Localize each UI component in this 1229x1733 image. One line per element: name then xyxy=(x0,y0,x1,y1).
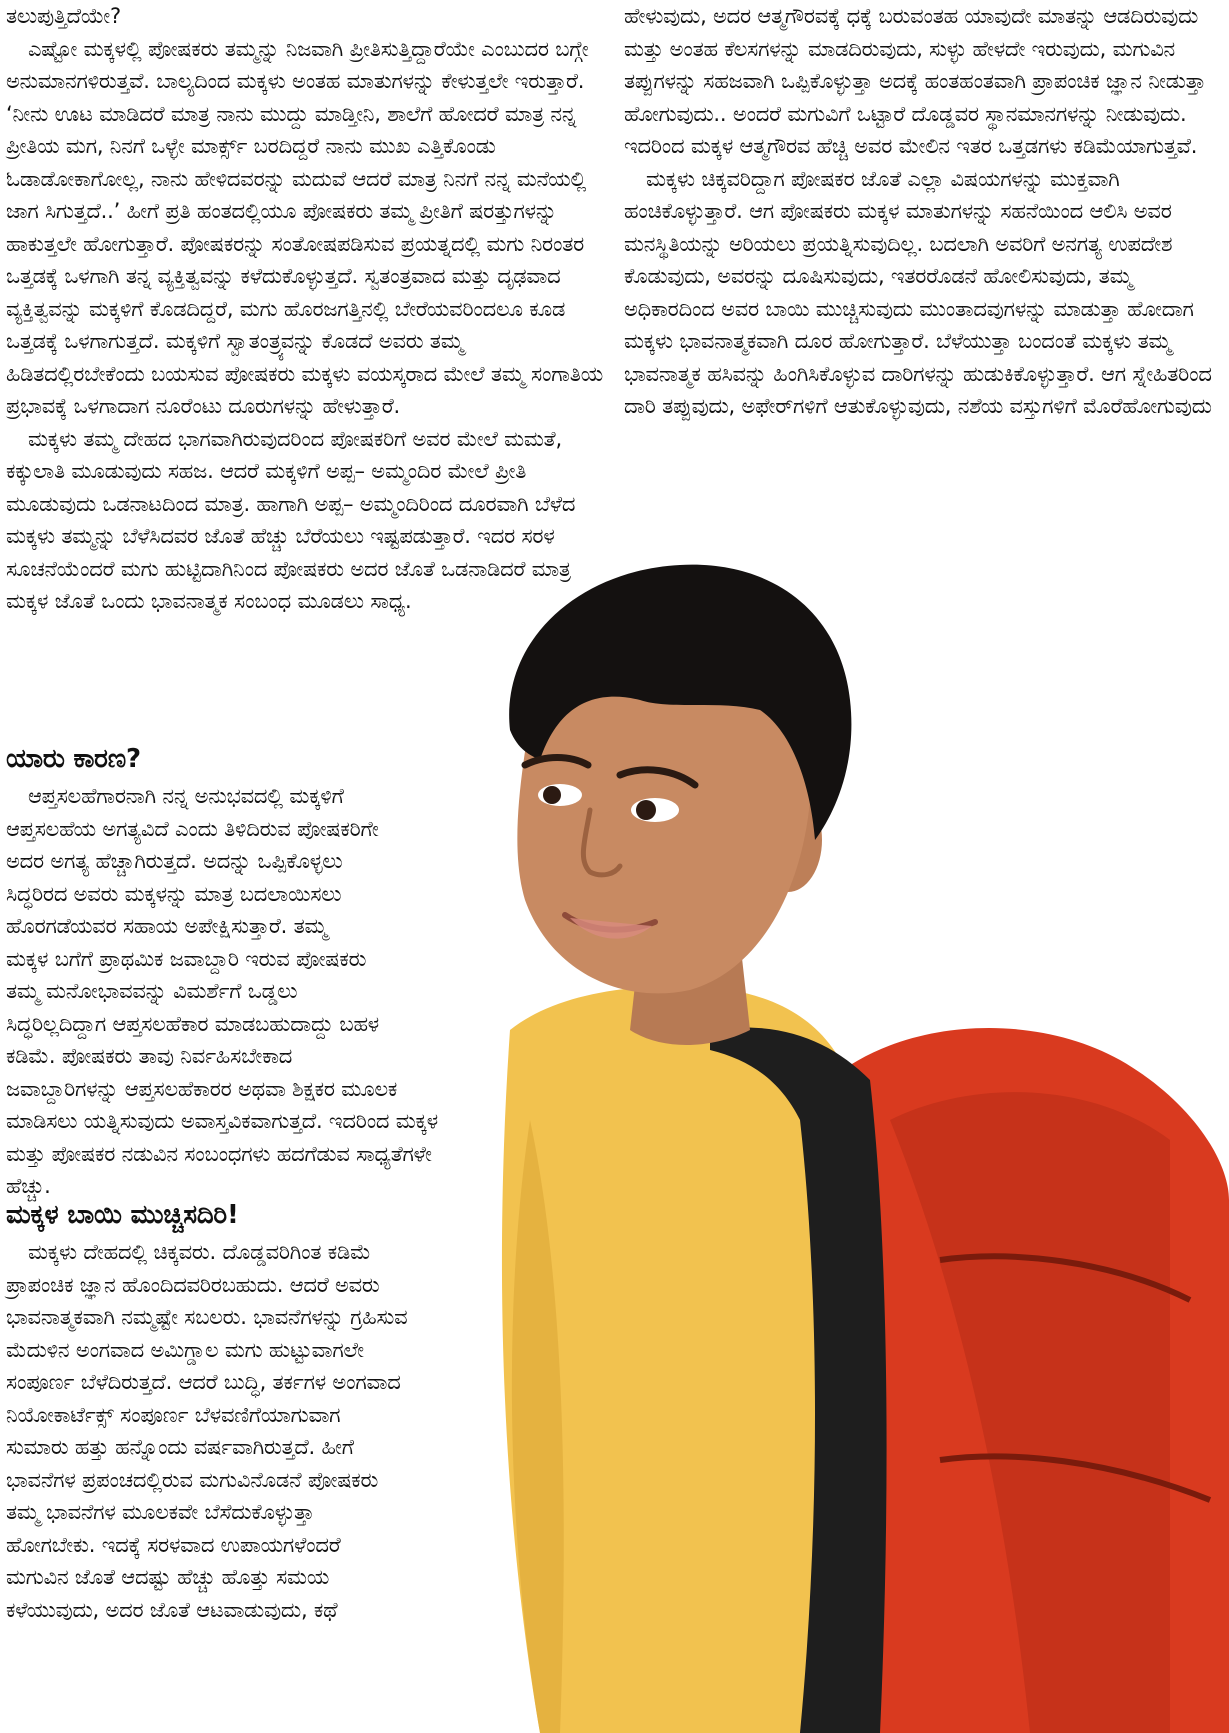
text-line: ಸಿದ್ಧರಿಲ್ಲದಿದ್ದಾಗ ಆಪ್ತಸಲಹೆಕಾರ ಮಾಡಬಹುದಾದ್ದು ಬಹಳ xyxy=(6,1011,380,1036)
text-line: ಮಕ್ಕಳ ಬಗೆಗೆ ಪ್ರಾಥಮಿಕ ಜವಾಬ್ದಾರಿ ಇರುವ ಪೋಷಕರು xyxy=(6,946,367,971)
text-line: ಮಾಡಿಸಲು ಯತ್ನಿಸುವುದು ಅವಾಸ್ತವಿಕವಾಗುತ್ತದೆ. ಇದರಿಂದ ಮಕ್ಕಳ xyxy=(6,1109,438,1133)
section-heading: ಮಕ್ಕಳ ಬಾಯಿ ಮುಚ್ಚಿಸದಿರಿ! xyxy=(6,1200,239,1230)
text-line: ಅದರ ಅಗತ್ಯ ಹೆಚ್ಚಾಗಿರುತ್ತದೆ. ಅದನ್ನು ಒಪ್ಪಿಕೊಳ್ಳಲು xyxy=(6,849,343,873)
text-line: ಭಾವನೆಗಳ ಪ್ರಪಂಚದಲ್ಲಿರುವ ಮಗುವಿನೊಡನೆ ಪೋಷಕರು xyxy=(6,1467,379,1492)
section-dont-silence xyxy=(6,1198,407,1626)
text-line: ಜವಾಬ್ದಾರಿಗಳನ್ನು ಆಪ್ತಸಲಹೆಕಾರರ ಅಥವಾ ಶಿಕ್ಷಕರ ಮೂಲಕ xyxy=(6,1076,398,1101)
section-heading: ಯಾರು ಕಾರಣ? xyxy=(6,744,141,774)
text-line: ಸಿದ್ಧರಿರದ ಅವರು ಮಕ್ಕಳನ್ನು ಮಾತ್ರ ಬದಲಾಯಿಸಲು xyxy=(6,881,342,906)
paragraph: ಹೇಳುವುದು, ಅದರ ಆತ್ಮಗೌರವಕ್ಕೆ ಧಕ್ಕೆ ಬರುವಂತಹ ಯಾವುದೇ ಮಾತನ್ನು ಆಡದಿರುವುದು ಮತ್ತು ಅಂತಹ ಕೆಲಸಗಳನ್ನು ಮಾಡದಿರುವುದು, ಸುಳ್ಳು ಹೇಳದೇ ಇರುವುದು, ಮಗುವಿನ ತಪ್ಪುಗಳನ್ನು ಸಹಜವಾಗಿ ಒಪ್ಪಿಕೊಳ್ಳುತ್ತಾ ಅದಕ್ಕೆ ಹಂತಹಂತವಾಗಿ ಪ್ರಾಪಂಚಿಕ ಜ್ಞಾನ ನೀಡುತ್ತಾ ಹೋಗುವುದು.. ಅಂದರೆ ಮಗುವಿಗೆ ಒಟ್ಟಾರೆ ದೊಡ್ಡವರ ಸ್ಥಾನಮಾನಗಳನ್ನು ನೀಡುವುದು. ಇದರಿಂದ ಮಕ್ಕಳ ಆತ್ಮಗೌರವ ಹೆಚ್ಚಿ ಅವರ ಮೇಲಿನ ಇತರ ಒತ್ತಡಗಳು ಕಡಿಮೆಯಾಗುತ್ತವೆ. xyxy=(624,4,1206,158)
text-line: ಆಪ್ತಸಲಹೆಯ ಅಗತ್ಯವಿದೆ ಎಂದು ತಿಳಿದಿರುವ ಪೋಷಕರಿಗೇ xyxy=(6,816,379,841)
text-line: ಹೆಚ್ಚು. xyxy=(6,1174,51,1198)
text-line: ಮೆದುಳಿನ ಅಂಗವಾದ ಅಮಿಗ್ಡಾಲ ಮಗು ಹುಟ್ಟುವಾಗಲೇ xyxy=(6,1337,364,1362)
text-line: ಕಡಿಮೆ. ಪೋಷಕರು ತಾವು ನಿರ್ವಹಿಸಬೇಕಾದ xyxy=(6,1044,293,1068)
text-line: ಭಾವನಾತ್ಮಕವಾಗಿ ನಮ್ಮಷ್ಟೇ ಸಬಲರು. ಭಾವನೆಗಳನ್ನು ಗ್ರಹಿಸುವ xyxy=(6,1305,408,1329)
right-column xyxy=(624,0,1224,423)
boy-with-backpack-photo xyxy=(470,560,1229,1733)
text-line: ಮಕ್ಕಳು ದೇಹದಲ್ಲಿ ಚಿಕ್ಕವರು. ದೊಡ್ಡವರಿಗಿಂತ ಕಡಿಮೆ xyxy=(28,1240,371,1264)
text-line: ತಮ್ಮ ಭಾವನೆಗಳ ಮೂಲಕವೇ ಬೆಸೆದುಕೊಳ್ಳುತ್ತಾ xyxy=(6,1500,315,1524)
text-line: ಪ್ರಾಪಂಚಿಕ ಜ್ಞಾನ ಹೊಂದಿದವರಿರಬಹುದು. ಆದರೆ ಅವರು xyxy=(6,1272,380,1297)
left-column xyxy=(6,0,606,618)
paragraph: ಎಷ್ಟೋ ಮಕ್ಕಳಲ್ಲಿ ಪೋಷಕರು ತಮ್ಮನ್ನು ನಿಜವಾಗಿ ಪ್ರೀತಿಸುತ್ತಿದ್ದಾರೆಯೇ ಎಂಬುದರ ಬಗ್ಗೇ ಅನುಮಾನಗಳಿರುತ್ತವೆ. ಬಾಲ್ಯದಿಂದ ಮಕ್ಕಳು ಅಂತಹ ಮಾತುಗಳನ್ನು ಕೇಳುತ್ತಲೇ ಇರುತ್ತಾರೆ. ‘ನೀನು ಊಟ ಮಾಡಿದರೆ ಮಾತ್ರ ನಾನು ಮುದ್ದು ಮಾಡ್ತೀನಿ, ಶಾಲೆಗೆ ಹೋದರೆ ಮಾತ್ರ ನನ್ನ ಪ್ರೀತಿಯ ಮಗ, ನಿನಗೆ ಒಳ್ಳೇ ಮಾರ್ಕ್ಸ್ ಬರದಿದ್ದರೆ ನಾನು ಮುಖ ಎತ್ತಿಕೊಂಡು ಓಡಾಡೋಕಾಗೋಲ್ಲ, ನಾನು ಹೇಳಿದವರನ್ನು ಮದುವೆ ಆದರೆ ಮಾತ್ರ ನಿನಗೆ ನನ್ನ ಮನೆಯಲ್ಲಿ ಜಾಗ ಸಿಗುತ್ತದೆ..’ ಹೀಗೆ ಪ್ರತಿ ಹಂತದಲ್ಲಿಯೂ ಪೋಷಕರು ತಮ್ಮ ಪ್ರೀತಿಗೆ ಷರತ್ತುಗಳನ್ನು ಹಾಕುತ್ತಲೇ ಹೋಗುತ್ತಾರೆ. ಪೋಷಕರನ್ನು ಸಂತೋಷಪಡಿಸುವ ಪ್ರಯತ್ನದಲ್ಲಿ ಮಗು ನಿರಂತರ ಒತ್ತಡಕ್ಕೆ ಒಳಗಾಗಿ ತನ್ನ ವ್ಯಕ್ತಿತ್ವವನ್ನು ಕಳೆದುಕೊಳ್ಳುತ್ತದೆ. ಸ್ವತಂತ್ರವಾದ ಮತ್ತು ದೃಢವಾದ ವ್ಯಕ್ತಿತ್ವವನ್ನು ಮಕ್ಕಳಿಗೆ ಕೊಡದಿದ್ದರೆ, ಮಗು ಹೊರಜಗತ್ತಿನಲ್ಲಿ ಬೇರೆಯವರಿಂದಲೂ ಕೂಡ ಒತ್ತಡಕ್ಕೆ ಒಳಗಾಗುತ್ತದೆ. ಮಕ್ಕಳಿಗೆ ಸ್ವಾತಂತ್ರ್ಯವನ್ನು ಕೊಡದೆ ಅವರು ತಮ್ಮ ಹಿಡಿತದಲ್ಲಿರಬೇಕೆಂದು ಬಯಸುವ ಪೋಷಕರು ಮಕ್ಕಳು ವಯಸ್ಕರಾದ ಮೇಲೆ ತಮ್ಮ ಸಂಗಾತಿಯ ಪ್ರಭಾವಕ್ಕೆ ಒಳಗಾದಾಗ ನೂರೆಂಟು ದೂರುಗಳನ್ನು ಹೇಳುತ್ತಾರೆ. xyxy=(6,36,603,418)
paragraph: ತಲುಪುತ್ತಿದೆಯೇ? xyxy=(6,4,121,28)
text-line: ಕಳೆಯುವುದು, ಅದರ ಜೊತೆ ಆಟವಾಡುವುದು, ಕಥೆ xyxy=(6,1597,338,1622)
text-line: ನಿಯೋಕಾರ್ಟೆಕ್ಸ್ ಸಂಪೂರ್ಣ ಬೆಳವಣಿಗೆಯಾಗುವಾಗ xyxy=(6,1402,341,1427)
text-line: ಹೋಗಬೇಕು. ಇದಕ್ಕೆ ಸರಳವಾದ ಉಪಾಯಗಳೆಂದರೆ xyxy=(6,1532,341,1557)
paragraph: ಮಕ್ಕಳು ತಮ್ಮ ದೇಹದ ಭಾಗವಾಗಿರುವುದರಿಂದ ಪೋಷಕರಿಗೆ ಅವರ ಮೇಲೆ ಮಮತೆ, ಕಕ್ಕುಲಾತಿ ಮೂಡುವುದು ಸಹಜ. ಆದರೆ ಮಕ್ಕಳಿಗೆ ಅಪ್ಪ– ಅಮ್ಮಂದಿರ ಮೇಲೆ ಪ್ರೀತಿ ಮೂಡುವುದು ಒಡನಾಟದಿಂದ ಮಾತ್ರ. ಹಾಗಾಗಿ ಅಪ್ಪ– ಅಮ್ಮಂದಿರಿಂದ ದೂರವಾಗಿ ಬೆಳೆದ ಮಕ್ಕಳು ತಮ್ಮನ್ನು ಬೆಳೆಸಿದವರ ಜೊತೆ ಹೆಚ್ಚು ಬೆರೆಯಲು ಇಷ್ಟಪಡುತ್ತಾರೆ. ಇದರ ಸರಳ ಸೂಚನೆಯೆಂದರೆ ಮಗು ಹುಟ್ಟಿದಾಗಿನಿಂದ ಪೋಷಕರು ಅದರ ಜೊತೆ ಒಡನಾಡಿದರೆ ಮಾತ್ರ ಮಕ್ಕಳ ಜೊತೆ ಒಂದು ಭಾವನಾತ್ಮಕ ಸಂಬಂಧ ಮೂಡಲು ಸಾಧ್ಯ. xyxy=(6,426,576,613)
text-line: ಸುಮಾರು ಹತ್ತು ಹನ್ನೊಂದು ವರ್ಷವಾಗಿರುತ್ತದೆ. ಹೀಗೆ xyxy=(6,1435,354,1459)
text-line: ಹೊರಗಡೆಯವರ ಸಹಾಯ ಅಪೇಕ್ಷಿಸುತ್ತಾರೆ. ತಮ್ಮ xyxy=(6,914,328,938)
text-line: ಸಂಪೂರ್ಣ ಬೆಳೆದಿರುತ್ತದೆ. ಆದರೆ ಬುದ್ಧಿ, ತರ್ಕಗಳ ಅಂಗವಾದ xyxy=(6,1370,401,1394)
paragraph: ಮಕ್ಕಳು ಚಿಕ್ಕವರಿದ್ದಾಗ ಪೋಷಕರ ಜೊತೆ ಎಲ್ಲಾ ವಿಷಯಗಳನ್ನು ಮುಕ್ತವಾಗಿ ಹಂಚಿಕೊಳ್ಳುತ್ತಾರೆ. ಆಗ ಪೋಷಕರು ಮಕ್ಕಳ ಮಾತುಗಳನ್ನು ಸಹನೆಯಿಂದ ಆಲಿಸಿ ಅವರ ಮನಸ್ಥಿತಿಯನ್ನು ಅರಿಯಲು ಪ್ರಯತ್ನಿಸುವುದಿಲ್ಲ. ಬದಲಾಗಿ ಅವರಿಗೆ ಅನಗತ್ಯ ಉಪದೇಶ ಕೊಡುವುದು, ಅವರನ್ನು ದೂಷಿಸುವುದು, ಇತರರೊಡನೆ ಹೋಲಿಸುವುದು, ತಮ್ಮ ಅಧಿಕಾರದಿಂದ ಅವರ ಬಾಯಿ ಮುಚ್ಚಿಸುವುದು ಮುಂತಾದವುಗಳನ್ನು ಮಾಡುತ್ತಾ ಹೋದಾಗ ಮಕ್ಕಳು ಭಾವನಾತ್ಮಕವಾಗಿ ದೂರ ಹೋಗುತ್ತಾರೆ. ಬೆಳೆಯುತ್ತಾ ಬಂದಂತೆ ಮಕ್ಕಳು ತಮ್ಮ ಭಾವನಾತ್ಮಕ ಹಸಿವನ್ನು ಹಿಂಗಿಸಿಕೊಳ್ಳುವ ದಾರಿಗಳನ್ನು ಹುಡುಕಿಕೊಳ್ಳುತ್ತಾರೆ. ಆಗ ಸ್ನೇಹಿತರಿಂದ ದಾರಿ ತಪ್ಪುವುದು, ಅಫೇರ್‌ಗಳಿಗೆ ಆತುಕೊಳ್ಳುವುದು, ನಶೆಯ ವಸ್ತುಗಳಿಗೆ ಮೊರೆಹೋಗುವುದು xyxy=(624,166,1212,418)
text-line: ಆಪ್ತಸಲಹೆಗಾರನಾಗಿ ನನ್ನ ಅನುಭವದಲ್ಲಿ ಮಕ್ಕಳಿಗೆ xyxy=(28,784,344,808)
text-line: ಮಗುವಿನ ಜೊತೆ ಆದಷ್ಟು ಹೆಚ್ಚು ಹೊತ್ತು ಸಮಯ xyxy=(6,1565,330,1589)
text-line: ತಮ್ಮ ಮನೋಭಾವವನ್ನು ವಿಮರ್ಶೆಗೆ ಒಡ್ಡಲು xyxy=(6,979,298,1003)
text-line: ಮತ್ತು ಪೋಷಕರ ನಡುವಿನ ಸಂಬಂಧಗಳು ಹದಗೆಡುವ ಸಾಧ್ಯತೆಗಳೇ xyxy=(6,1141,432,1166)
section-why xyxy=(6,742,438,1203)
